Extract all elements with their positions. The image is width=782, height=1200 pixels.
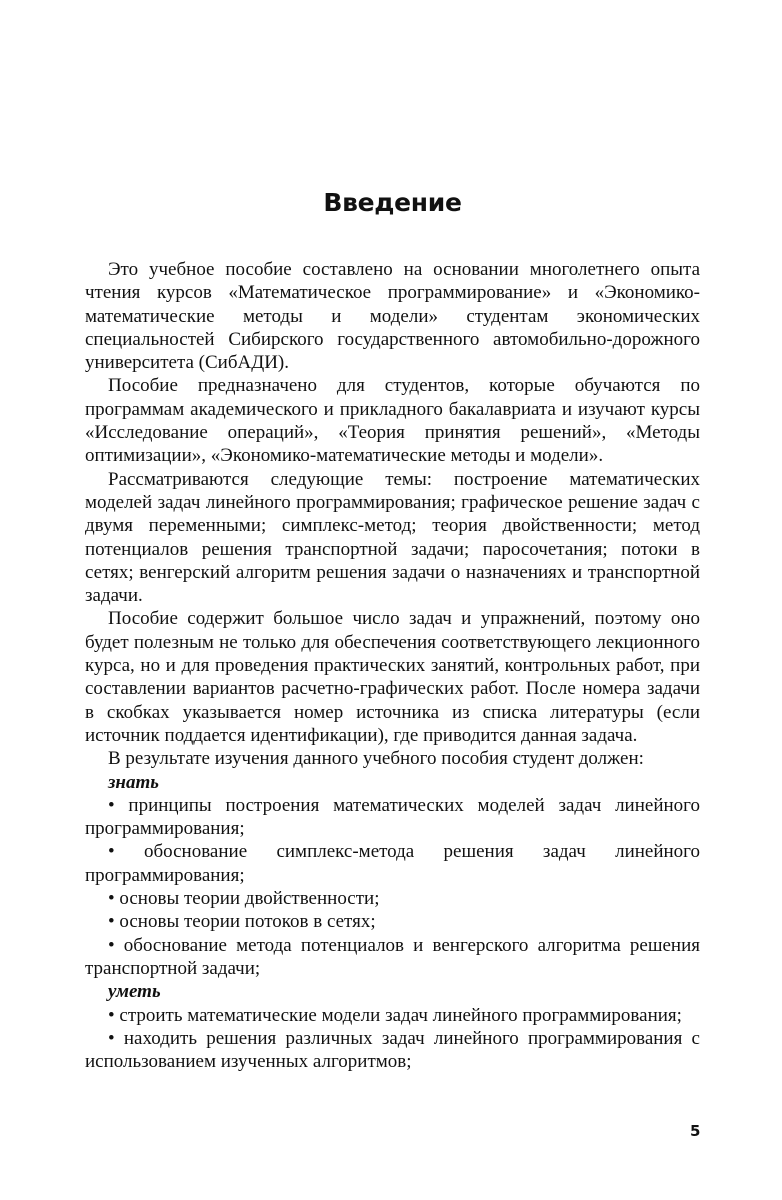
chapter-title: Введение — [323, 188, 462, 217]
know-list-item: • принципы построения математических моделей задач линейного программирования; — [85, 794, 700, 840]
paragraph: Пособие содержит большое число задач и упражнений, поэтому оно будет полезным не только для обеспечения соответствующего лекционного курса, но и для проведения практических занятий, контрольных работ, при составлении вариантов расчетно-графических работ. После номера задачи в скобках указывается номер источника из списка литературы (если источник поддается идентификации), где приводится данная задача. — [85, 608, 700, 746]
know-list-item: • обоснование метода потенциалов и венгерского алгоритма решения транспортной задачи; — [85, 934, 700, 979]
page-number: 5 — [690, 1122, 701, 1140]
know-list-item: • обоснование симплекс-метода решения задач линейного программирования; — [85, 841, 700, 886]
book-page — [85, 0, 700, 1200]
able-list-item: • находить решения различных задач линейного программирования с использованием изученных алгоритмов; — [85, 1027, 700, 1073]
paragraph: Это учебное пособие составлено на основании многолетнего опыта чтения курсов «Математическое программирование» и «Экономико-математические методы и модели» студентам экономических специальностей Сибирского государственного автомобильно-дорожного университета (СибАДИ). — [85, 259, 700, 374]
paragraph: В результате изучения данного учебного пособия студент должен: — [108, 748, 644, 770]
able-list-item: • строить математические модели задач линейного программирования; — [108, 1004, 682, 1026]
chapter-body — [85, 258, 700, 1073]
paragraph: Рассматриваются следующие темы: построение математических моделей задач линейного программирования; графическое решение задач с двумя переменными; симплекс-метод; теория двойственности; метод потенциалов решения транспортной задачи; паросочетания; потоки в сетях; венгерский алгоритм решения задачи о назначениях и транспортной задачи. — [85, 468, 700, 607]
paragraph: Пособие предназначено для студентов, которые обучаются по программам академического и прикладного бакалавриата и изучают курсы «Исследование операций», «Теория принятия решений», «Методы оптимизации», «Экономико-математические методы и модели». — [85, 375, 700, 467]
know-list-item: • основы теории двойственности; — [108, 888, 380, 910]
know-label: знать — [108, 771, 159, 793]
able-label: уметь — [108, 981, 161, 1003]
know-list-item: • основы теории потоков в сетях; — [108, 911, 376, 933]
